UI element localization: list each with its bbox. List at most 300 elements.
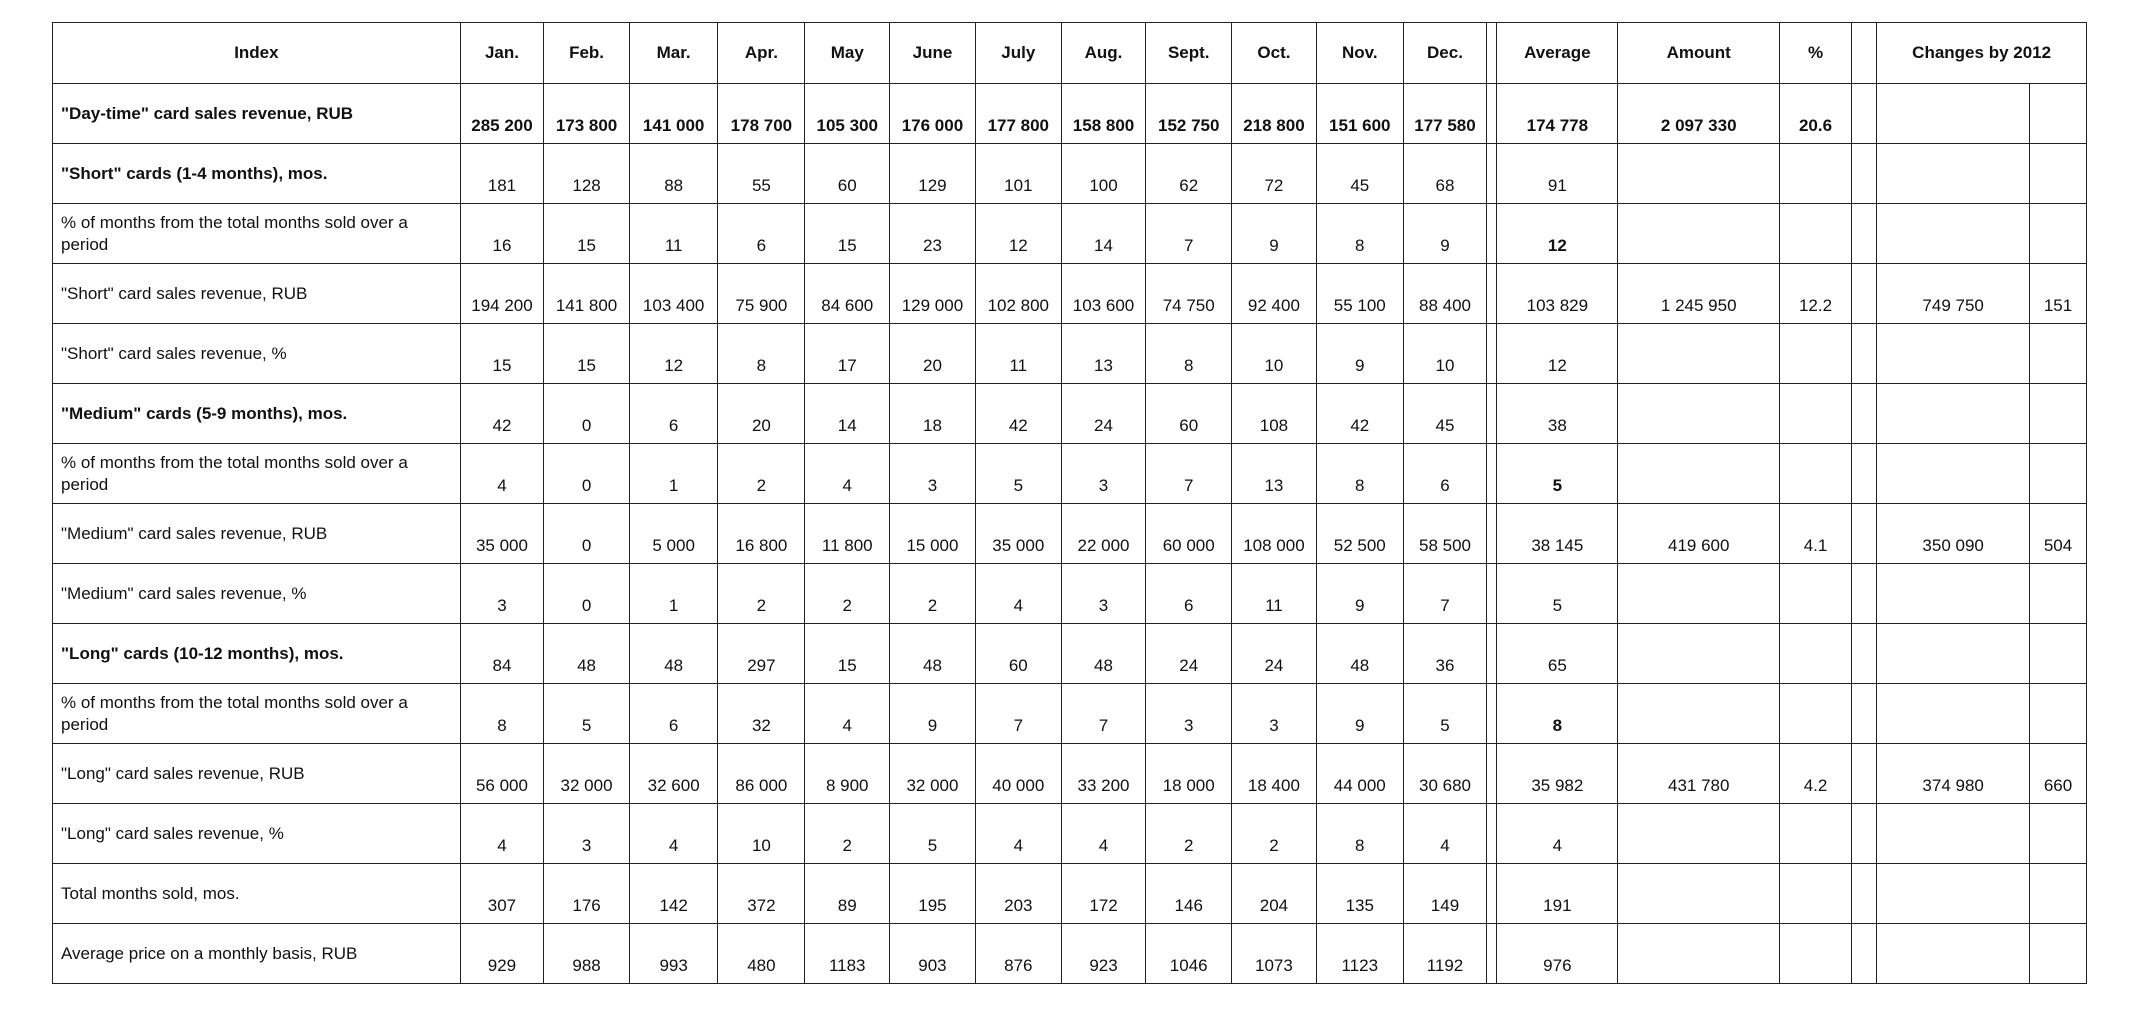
change-percent-cell	[2030, 804, 2087, 864]
month-value-cell: 35 000	[975, 504, 1061, 564]
month-value-cell: 6	[1403, 444, 1486, 504]
month-value-cell: 177 800	[975, 84, 1061, 144]
month-value-cell: 0	[544, 564, 630, 624]
month-value-cell: 203	[975, 864, 1061, 924]
month-value-cell: 993	[629, 924, 717, 984]
month-value-cell: 32	[718, 684, 805, 744]
month-value-cell: 4	[629, 804, 717, 864]
month-value-cell: 62	[1146, 144, 1232, 204]
month-value-cell: 141 800	[544, 264, 630, 324]
month-value-cell: 0	[544, 504, 630, 564]
column-separator	[1852, 504, 1877, 564]
change-cell	[1877, 204, 2030, 264]
percent-cell	[1780, 144, 1852, 204]
change-percent-cell	[2030, 204, 2087, 264]
row-label: "Day-time" card sales revenue, RUB	[53, 84, 461, 144]
month-value-cell: 149	[1403, 864, 1486, 924]
table-row	[53, 144, 2087, 204]
column-separator	[1487, 744, 1497, 804]
change-percent-cell: 151	[2030, 264, 2087, 324]
header-average: Average	[1497, 23, 1618, 84]
month-value-cell: 173 800	[544, 84, 630, 144]
change-percent-cell	[2030, 384, 2087, 444]
column-separator	[1852, 564, 1877, 624]
month-value-cell: 22 000	[1061, 504, 1146, 564]
change-percent-cell	[2030, 864, 2087, 924]
change-cell	[1877, 84, 2030, 144]
month-value-cell: 15	[460, 324, 543, 384]
percent-cell	[1780, 684, 1852, 744]
column-separator	[1487, 804, 1497, 864]
month-value-cell: 6	[1146, 564, 1232, 624]
month-value-cell: 55	[718, 144, 805, 204]
month-value-cell: 1	[629, 564, 717, 624]
month-value-cell: 9	[1316, 324, 1403, 384]
month-value-cell: 2	[1232, 804, 1317, 864]
table-row	[53, 924, 2087, 984]
average-cell: 4	[1497, 804, 1618, 864]
month-value-cell: 18 000	[1146, 744, 1232, 804]
amount-cell	[1618, 564, 1780, 624]
amount-cell: 2 097 330	[1618, 84, 1780, 144]
row-label: "Medium" card sales revenue, RUB	[53, 504, 461, 564]
month-value-cell: 929	[460, 924, 543, 984]
average-cell: 174 778	[1497, 84, 1618, 144]
header-month: May	[805, 23, 890, 84]
column-separator	[1852, 444, 1877, 504]
month-value-cell: 6	[629, 684, 717, 744]
table-body	[53, 84, 2087, 984]
sales-table	[52, 22, 2087, 984]
column-separator	[1487, 564, 1497, 624]
month-value-cell: 6	[629, 384, 717, 444]
month-value-cell: 10	[1232, 324, 1317, 384]
percent-cell: 20.6	[1780, 84, 1852, 144]
month-value-cell: 11 800	[805, 504, 890, 564]
header-month: Sept.	[1146, 23, 1232, 84]
month-value-cell: 16 800	[718, 504, 805, 564]
month-value-cell: 152 750	[1146, 84, 1232, 144]
average-cell: 91	[1497, 144, 1618, 204]
row-label: "Long" card sales revenue, RUB	[53, 744, 461, 804]
month-value-cell: 204	[1232, 864, 1317, 924]
month-value-cell: 88 400	[1403, 264, 1486, 324]
month-value-cell: 103 400	[629, 264, 717, 324]
month-value-cell: 3	[1061, 444, 1146, 504]
month-value-cell: 178 700	[718, 84, 805, 144]
month-value-cell: 2	[718, 564, 805, 624]
month-value-cell: 3	[1061, 564, 1146, 624]
row-label: % of months from the total months sold over a period	[53, 444, 461, 504]
row-label: % of months from the total months sold over a period	[53, 684, 461, 744]
month-value-cell: 3	[1232, 684, 1317, 744]
month-value-cell: 108	[1232, 384, 1317, 444]
month-value-cell: 194 200	[460, 264, 543, 324]
column-separator	[1487, 444, 1497, 504]
column-separator	[1852, 204, 1877, 264]
change-percent-cell	[2030, 444, 2087, 504]
month-value-cell: 0	[544, 384, 630, 444]
amount-cell	[1618, 624, 1780, 684]
percent-cell	[1780, 864, 1852, 924]
table-row	[53, 204, 2087, 264]
month-value-cell: 285 200	[460, 84, 543, 144]
month-value-cell: 17	[805, 324, 890, 384]
header-month: July	[975, 23, 1061, 84]
column-separator	[1487, 264, 1497, 324]
row-label: "Medium" card sales revenue, %	[53, 564, 461, 624]
change-cell	[1877, 384, 2030, 444]
change-cell: 374 980	[1877, 744, 2030, 804]
column-separator	[1852, 84, 1877, 144]
average-cell: 8	[1497, 684, 1618, 744]
month-value-cell: 89	[805, 864, 890, 924]
header-month: Jan.	[460, 23, 543, 84]
month-value-cell: 2	[890, 564, 976, 624]
column-separator	[1487, 23, 1497, 84]
month-value-cell: 9	[1232, 204, 1317, 264]
column-separator	[1487, 504, 1497, 564]
month-value-cell: 75 900	[718, 264, 805, 324]
month-value-cell: 4	[460, 804, 543, 864]
month-value-cell: 6	[718, 204, 805, 264]
change-cell: 749 750	[1877, 264, 2030, 324]
percent-cell: 4.2	[1780, 744, 1852, 804]
month-value-cell: 3	[544, 804, 630, 864]
header-month: Feb.	[544, 23, 630, 84]
month-value-cell: 4	[1061, 804, 1146, 864]
change-percent-cell	[2030, 144, 2087, 204]
month-value-cell: 32 600	[629, 744, 717, 804]
month-value-cell: 15	[805, 624, 890, 684]
month-value-cell: 56 000	[460, 744, 543, 804]
header-changes: Changes by 2012	[1877, 23, 2087, 84]
month-value-cell: 876	[975, 924, 1061, 984]
month-value-cell: 172	[1061, 864, 1146, 924]
month-value-cell: 72	[1232, 144, 1317, 204]
column-separator	[1852, 684, 1877, 744]
column-separator	[1852, 804, 1877, 864]
month-value-cell: 42	[460, 384, 543, 444]
change-percent-cell	[2030, 624, 2087, 684]
month-value-cell: 24	[1146, 624, 1232, 684]
table-row	[53, 624, 2087, 684]
column-separator	[1487, 204, 1497, 264]
change-percent-cell: 660	[2030, 744, 2087, 804]
month-value-cell: 9	[1316, 684, 1403, 744]
percent-cell	[1780, 324, 1852, 384]
month-value-cell: 0	[544, 444, 630, 504]
amount-cell: 1 245 950	[1618, 264, 1780, 324]
table-row	[53, 684, 2087, 744]
month-value-cell: 2	[805, 564, 890, 624]
month-value-cell: 42	[1316, 384, 1403, 444]
header-month: Oct.	[1232, 23, 1317, 84]
column-separator	[1852, 864, 1877, 924]
change-percent-cell: 504	[2030, 504, 2087, 564]
month-value-cell: 11	[1232, 564, 1317, 624]
row-label: "Medium" cards (5-9 months), mos.	[53, 384, 461, 444]
month-value-cell: 20	[718, 384, 805, 444]
row-label: % of months from the total months sold over a period	[53, 204, 461, 264]
column-separator	[1852, 264, 1877, 324]
table-row	[53, 804, 2087, 864]
month-value-cell: 2	[805, 804, 890, 864]
amount-cell	[1618, 684, 1780, 744]
month-value-cell: 12	[629, 324, 717, 384]
month-value-cell: 15 000	[890, 504, 976, 564]
month-value-cell: 372	[718, 864, 805, 924]
month-value-cell: 18	[890, 384, 976, 444]
header-index: Index	[53, 23, 461, 84]
change-percent-cell	[2030, 684, 2087, 744]
month-value-cell: 8	[1146, 324, 1232, 384]
header-percent: %	[1780, 23, 1852, 84]
month-value-cell: 7	[1146, 204, 1232, 264]
percent-cell	[1780, 804, 1852, 864]
average-cell: 5	[1497, 564, 1618, 624]
month-value-cell: 45	[1403, 384, 1486, 444]
month-value-cell: 58 500	[1403, 504, 1486, 564]
table-row	[53, 384, 2087, 444]
percent-cell	[1780, 564, 1852, 624]
header-month: Nov.	[1316, 23, 1403, 84]
amount-cell	[1618, 864, 1780, 924]
column-separator	[1852, 23, 1877, 84]
amount-cell	[1618, 804, 1780, 864]
average-cell: 35 982	[1497, 744, 1618, 804]
month-value-cell: 15	[544, 324, 630, 384]
month-value-cell: 7	[1061, 684, 1146, 744]
month-value-cell: 45	[1316, 144, 1403, 204]
month-value-cell: 48	[629, 624, 717, 684]
month-value-cell: 8	[1316, 444, 1403, 504]
average-cell: 12	[1497, 324, 1618, 384]
amount-cell	[1618, 444, 1780, 504]
change-cell	[1877, 624, 2030, 684]
amount-cell	[1618, 144, 1780, 204]
average-cell: 38	[1497, 384, 1618, 444]
month-value-cell: 32 000	[890, 744, 976, 804]
amount-cell: 419 600	[1618, 504, 1780, 564]
row-label: Total months sold, mos.	[53, 864, 461, 924]
month-value-cell: 4	[975, 564, 1061, 624]
month-value-cell: 7	[975, 684, 1061, 744]
month-value-cell: 5	[544, 684, 630, 744]
column-separator	[1487, 144, 1497, 204]
percent-cell: 12.2	[1780, 264, 1852, 324]
month-value-cell: 195	[890, 864, 976, 924]
header-amount: Amount	[1618, 23, 1780, 84]
month-value-cell: 102 800	[975, 264, 1061, 324]
month-value-cell: 4	[460, 444, 543, 504]
month-value-cell: 307	[460, 864, 543, 924]
month-value-cell: 101	[975, 144, 1061, 204]
month-value-cell: 129 000	[890, 264, 976, 324]
change-cell	[1877, 564, 2030, 624]
month-value-cell: 151 600	[1316, 84, 1403, 144]
month-value-cell: 16	[460, 204, 543, 264]
row-label: "Long" card sales revenue, %	[53, 804, 461, 864]
month-value-cell: 1	[629, 444, 717, 504]
month-value-cell: 5	[1403, 684, 1486, 744]
month-value-cell: 105 300	[805, 84, 890, 144]
month-value-cell: 8	[1316, 804, 1403, 864]
month-value-cell: 55 100	[1316, 264, 1403, 324]
month-value-cell: 13	[1061, 324, 1146, 384]
amount-cell	[1618, 384, 1780, 444]
month-value-cell: 100	[1061, 144, 1146, 204]
column-separator	[1487, 84, 1497, 144]
month-value-cell: 48	[890, 624, 976, 684]
month-value-cell: 7	[1146, 444, 1232, 504]
change-cell	[1877, 864, 2030, 924]
month-value-cell: 923	[1061, 924, 1146, 984]
month-value-cell: 60 000	[1146, 504, 1232, 564]
row-label: "Short" card sales revenue, RUB	[53, 264, 461, 324]
month-value-cell: 42	[975, 384, 1061, 444]
month-value-cell: 68	[1403, 144, 1486, 204]
month-value-cell: 40 000	[975, 744, 1061, 804]
month-value-cell: 5	[975, 444, 1061, 504]
month-value-cell: 23	[890, 204, 976, 264]
row-label: Average price on a monthly basis, RUB	[53, 924, 461, 984]
month-value-cell: 3	[460, 564, 543, 624]
month-value-cell: 9	[1403, 204, 1486, 264]
change-cell	[1877, 804, 2030, 864]
column-separator	[1852, 924, 1877, 984]
month-value-cell: 1192	[1403, 924, 1486, 984]
month-value-cell: 60	[805, 144, 890, 204]
month-value-cell: 32 000	[544, 744, 630, 804]
month-value-cell: 2	[1146, 804, 1232, 864]
month-value-cell: 24	[1232, 624, 1317, 684]
header-month: June	[890, 23, 976, 84]
month-value-cell: 108 000	[1232, 504, 1317, 564]
average-cell: 191	[1497, 864, 1618, 924]
percent-cell	[1780, 624, 1852, 684]
column-separator	[1487, 684, 1497, 744]
table-row	[53, 564, 2087, 624]
column-separator	[1852, 144, 1877, 204]
month-value-cell: 1046	[1146, 924, 1232, 984]
month-value-cell: 88	[629, 144, 717, 204]
column-separator	[1487, 864, 1497, 924]
month-value-cell: 30 680	[1403, 744, 1486, 804]
month-value-cell: 158 800	[1061, 84, 1146, 144]
header-month: Dec.	[1403, 23, 1486, 84]
month-value-cell: 52 500	[1316, 504, 1403, 564]
month-value-cell: 3	[890, 444, 976, 504]
month-value-cell: 60	[1146, 384, 1232, 444]
column-separator	[1852, 744, 1877, 804]
header-row	[53, 23, 2087, 84]
month-value-cell: 988	[544, 924, 630, 984]
header-month: Mar.	[629, 23, 717, 84]
month-value-cell: 181	[460, 144, 543, 204]
table-row	[53, 744, 2087, 804]
column-separator	[1487, 624, 1497, 684]
change-cell	[1877, 324, 2030, 384]
month-value-cell: 1073	[1232, 924, 1317, 984]
column-separator	[1487, 924, 1497, 984]
month-value-cell: 480	[718, 924, 805, 984]
average-cell: 65	[1497, 624, 1618, 684]
month-value-cell: 1123	[1316, 924, 1403, 984]
percent-cell: 4.1	[1780, 504, 1852, 564]
month-value-cell: 86 000	[718, 744, 805, 804]
change-percent-cell	[2030, 84, 2087, 144]
month-value-cell: 8 900	[805, 744, 890, 804]
month-value-cell: 14	[805, 384, 890, 444]
table-row	[53, 324, 2087, 384]
month-value-cell: 4	[975, 804, 1061, 864]
month-value-cell: 7	[1403, 564, 1486, 624]
month-value-cell: 9	[890, 684, 976, 744]
month-value-cell: 903	[890, 924, 976, 984]
month-value-cell: 14	[1061, 204, 1146, 264]
month-value-cell: 177 580	[1403, 84, 1486, 144]
change-cell	[1877, 144, 2030, 204]
column-separator	[1852, 324, 1877, 384]
month-value-cell: 18 400	[1232, 744, 1317, 804]
month-value-cell: 15	[805, 204, 890, 264]
month-value-cell: 10	[718, 804, 805, 864]
percent-cell	[1780, 384, 1852, 444]
month-value-cell: 8	[460, 684, 543, 744]
month-value-cell: 44 000	[1316, 744, 1403, 804]
change-percent-cell	[2030, 324, 2087, 384]
change-cell	[1877, 684, 2030, 744]
month-value-cell: 297	[718, 624, 805, 684]
month-value-cell: 142	[629, 864, 717, 924]
month-value-cell: 4	[1403, 804, 1486, 864]
month-value-cell: 48	[544, 624, 630, 684]
month-value-cell: 12	[975, 204, 1061, 264]
column-separator	[1487, 384, 1497, 444]
month-value-cell: 35 000	[460, 504, 543, 564]
amount-cell	[1618, 924, 1780, 984]
amount-cell: 431 780	[1618, 744, 1780, 804]
row-label: "Short" card sales revenue, %	[53, 324, 461, 384]
table-row	[53, 504, 2087, 564]
month-value-cell: 24	[1061, 384, 1146, 444]
amount-cell	[1618, 204, 1780, 264]
month-value-cell: 20	[890, 324, 976, 384]
month-value-cell: 11	[629, 204, 717, 264]
month-value-cell: 15	[544, 204, 630, 264]
month-value-cell: 176 000	[890, 84, 976, 144]
month-value-cell: 11	[975, 324, 1061, 384]
table-row	[53, 444, 2087, 504]
month-value-cell: 48	[1061, 624, 1146, 684]
change-cell: 350 090	[1877, 504, 2030, 564]
header-month: Aug.	[1061, 23, 1146, 84]
average-cell: 5	[1497, 444, 1618, 504]
month-value-cell: 36	[1403, 624, 1486, 684]
month-value-cell: 8	[1316, 204, 1403, 264]
month-value-cell: 13	[1232, 444, 1317, 504]
row-label: "Short" cards (1-4 months), mos.	[53, 144, 461, 204]
month-value-cell: 5 000	[629, 504, 717, 564]
percent-cell	[1780, 924, 1852, 984]
percent-cell	[1780, 204, 1852, 264]
month-value-cell: 128	[544, 144, 630, 204]
month-value-cell: 48	[1316, 624, 1403, 684]
month-value-cell: 74 750	[1146, 264, 1232, 324]
change-cell	[1877, 924, 2030, 984]
table-row	[53, 264, 2087, 324]
